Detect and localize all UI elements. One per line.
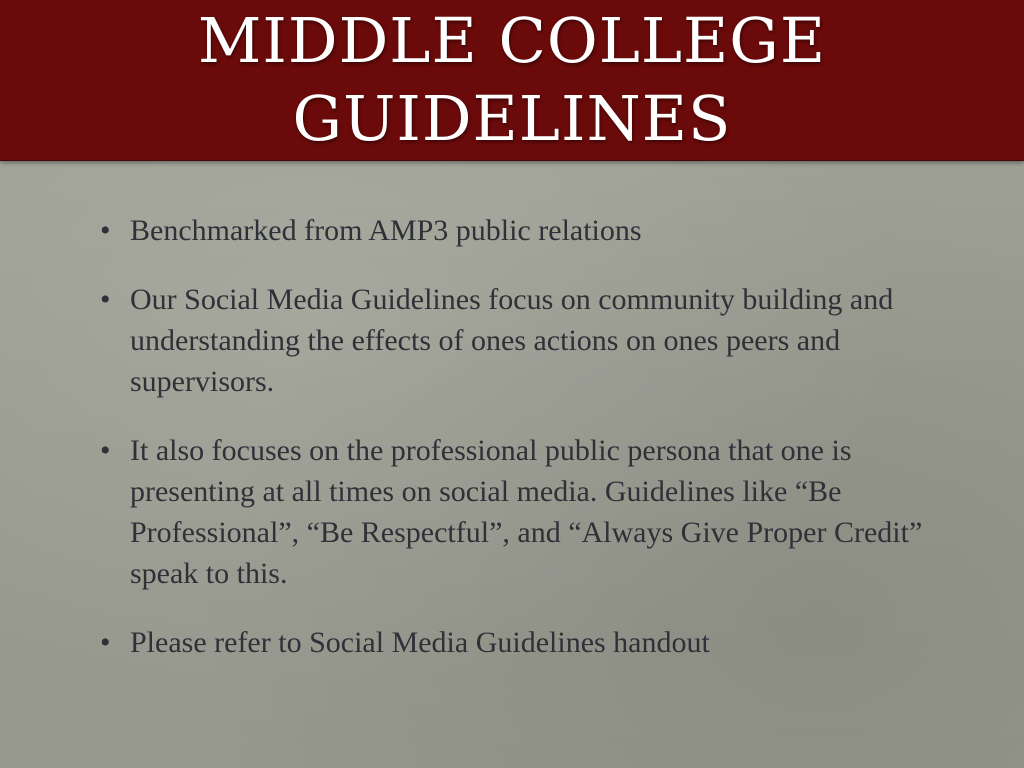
title-bar — [0, 0, 1024, 161]
bullet-list — [96, 210, 926, 663]
slide-title — [0, 2, 1024, 158]
bullet-point-icon: • — [100, 626, 111, 659]
bullet-item — [96, 279, 926, 402]
bullet-text: Benchmarked from AMP3 public relations — [130, 214, 642, 247]
bullet-item — [96, 210, 926, 251]
bullet-point-icon: • — [100, 214, 111, 247]
bullet-text: Please refer to Social Media Guidelines handout — [130, 626, 710, 659]
bullet-text: It also focuses on the professional public persona that one is presenting at all times on social media. Guidelines like “Be Professional”, “Be Respectful”, and “Always Give Proper Credit” speak to this. — [130, 434, 923, 590]
bullet-point-icon: • — [100, 283, 111, 316]
bullet-text: Our Social Media Guidelines focus on community building and understanding the effects of ones actions on ones peers and supervisors. — [130, 283, 894, 398]
bullet-item — [96, 622, 926, 663]
slide-title-line-2: GUIDELINES — [292, 82, 732, 155]
slide-content — [96, 210, 926, 691]
bullet-point-icon: • — [100, 434, 111, 467]
slide-title-line-1: MIDDLE COLLEGE — [197, 4, 827, 77]
bullet-item — [96, 430, 926, 594]
